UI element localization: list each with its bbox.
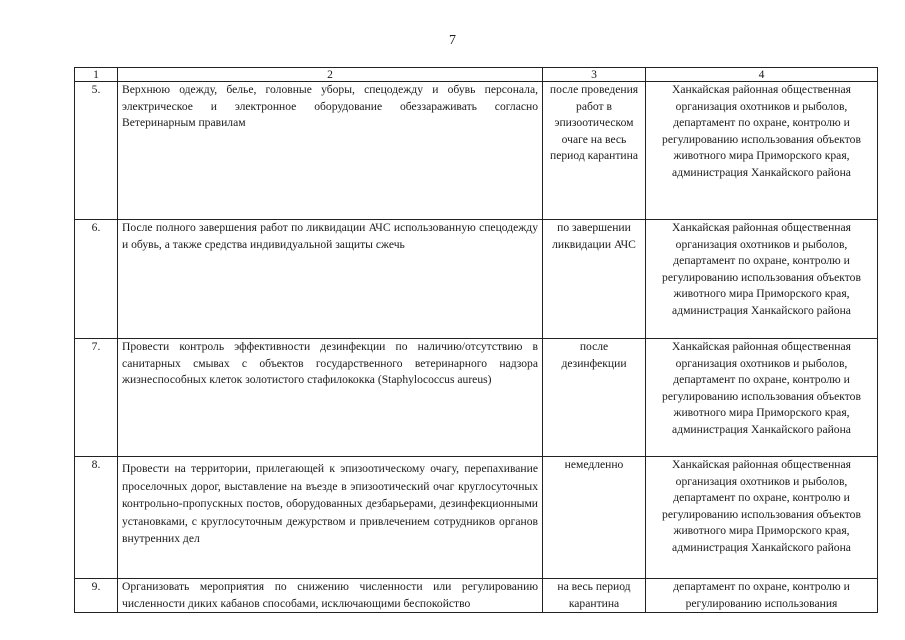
row-action: Организовать мероприятия по снижению численности или регулированию численности диких кабанов способами, исключающими беспокойство <box>118 579 543 613</box>
row-number: 8. <box>75 457 118 579</box>
header-cell-4: 4 <box>646 68 878 82</box>
row-responsible: департамент по охране, контролю и регулированию использования <box>646 579 878 613</box>
row-term: после проведения работ в эпизоотическом очаге на весь период карантина <box>543 82 646 220</box>
row-term: немедленно <box>543 457 646 579</box>
table-row <box>75 579 878 613</box>
row-action: Провести на территории, прилегающей к эпизоотическому очагу, перепахивание проселочных дорог, выставление на въезде в эпизоотический очаг круглосуточных контрольно-пропускных постов, оборудованных дезбарьерами, дезинфекционными установками, с круглосуточным дежурством и привлечением сотрудников органов внутренних дел <box>118 457 543 579</box>
page-number: 7 <box>449 33 456 48</box>
row-number: 9. <box>75 579 118 613</box>
header-cell-1: 1 <box>75 68 118 82</box>
table-row <box>75 220 878 339</box>
table-row <box>75 339 878 457</box>
row-responsible: Ханкайская районная общественная организация охотников и рыболов, департамент по охране, контролю и регулированию использования объектов животного мира Приморского края, администрация Ханкайского района <box>646 339 878 457</box>
row-action: После полного завершения работ по ликвидации АЧС использованную спецодежду и обувь, а также средства индивидуальной защиты сжечь <box>118 220 543 339</box>
row-action: Верхнюю одежду, белье, головные уборы, спецодежду и обувь персонала, электрическое и электронное оборудование обеззараживать согласно Ветеринарным правилам <box>118 82 543 220</box>
header-cell-3: 3 <box>543 68 646 82</box>
table-row <box>75 457 878 579</box>
table-row <box>75 82 878 220</box>
row-number: 5. <box>75 82 118 220</box>
measures-table <box>74 67 878 613</box>
row-action: Провести контроль эффективности дезинфекции по наличию/отсутствию в санитарных смывах с объектов государственного ветеринарного надзора жизнеспособных клеток золотистого стафилококка (Staphylococcus aureus) <box>118 339 543 457</box>
row-responsible: Ханкайская районная общественная организация охотников и рыболов, департамент по охране, контролю и регулированию использования объектов животного мира Приморского края, администрация Ханкайского района <box>646 457 878 579</box>
row-term: после дезинфекции <box>543 339 646 457</box>
row-term: на весь период карантина <box>543 579 646 613</box>
row-number: 6. <box>75 220 118 339</box>
table-header-row <box>75 68 878 82</box>
row-responsible: Ханкайская районная общественная организация охотников и рыболов, департамент по охране, контролю и регулированию использования объектов животного мира Приморского края, администрация Ханкайского района <box>646 82 878 220</box>
header-cell-2: 2 <box>118 68 543 82</box>
row-term: по завершении ликвидации АЧС <box>543 220 646 339</box>
row-number: 7. <box>75 339 118 457</box>
row-responsible: Ханкайская районная общественная организация охотников и рыболов, департамент по охране, контролю и регулированию использования объектов животного мира Приморского края, администрация Ханкайского района <box>646 220 878 339</box>
